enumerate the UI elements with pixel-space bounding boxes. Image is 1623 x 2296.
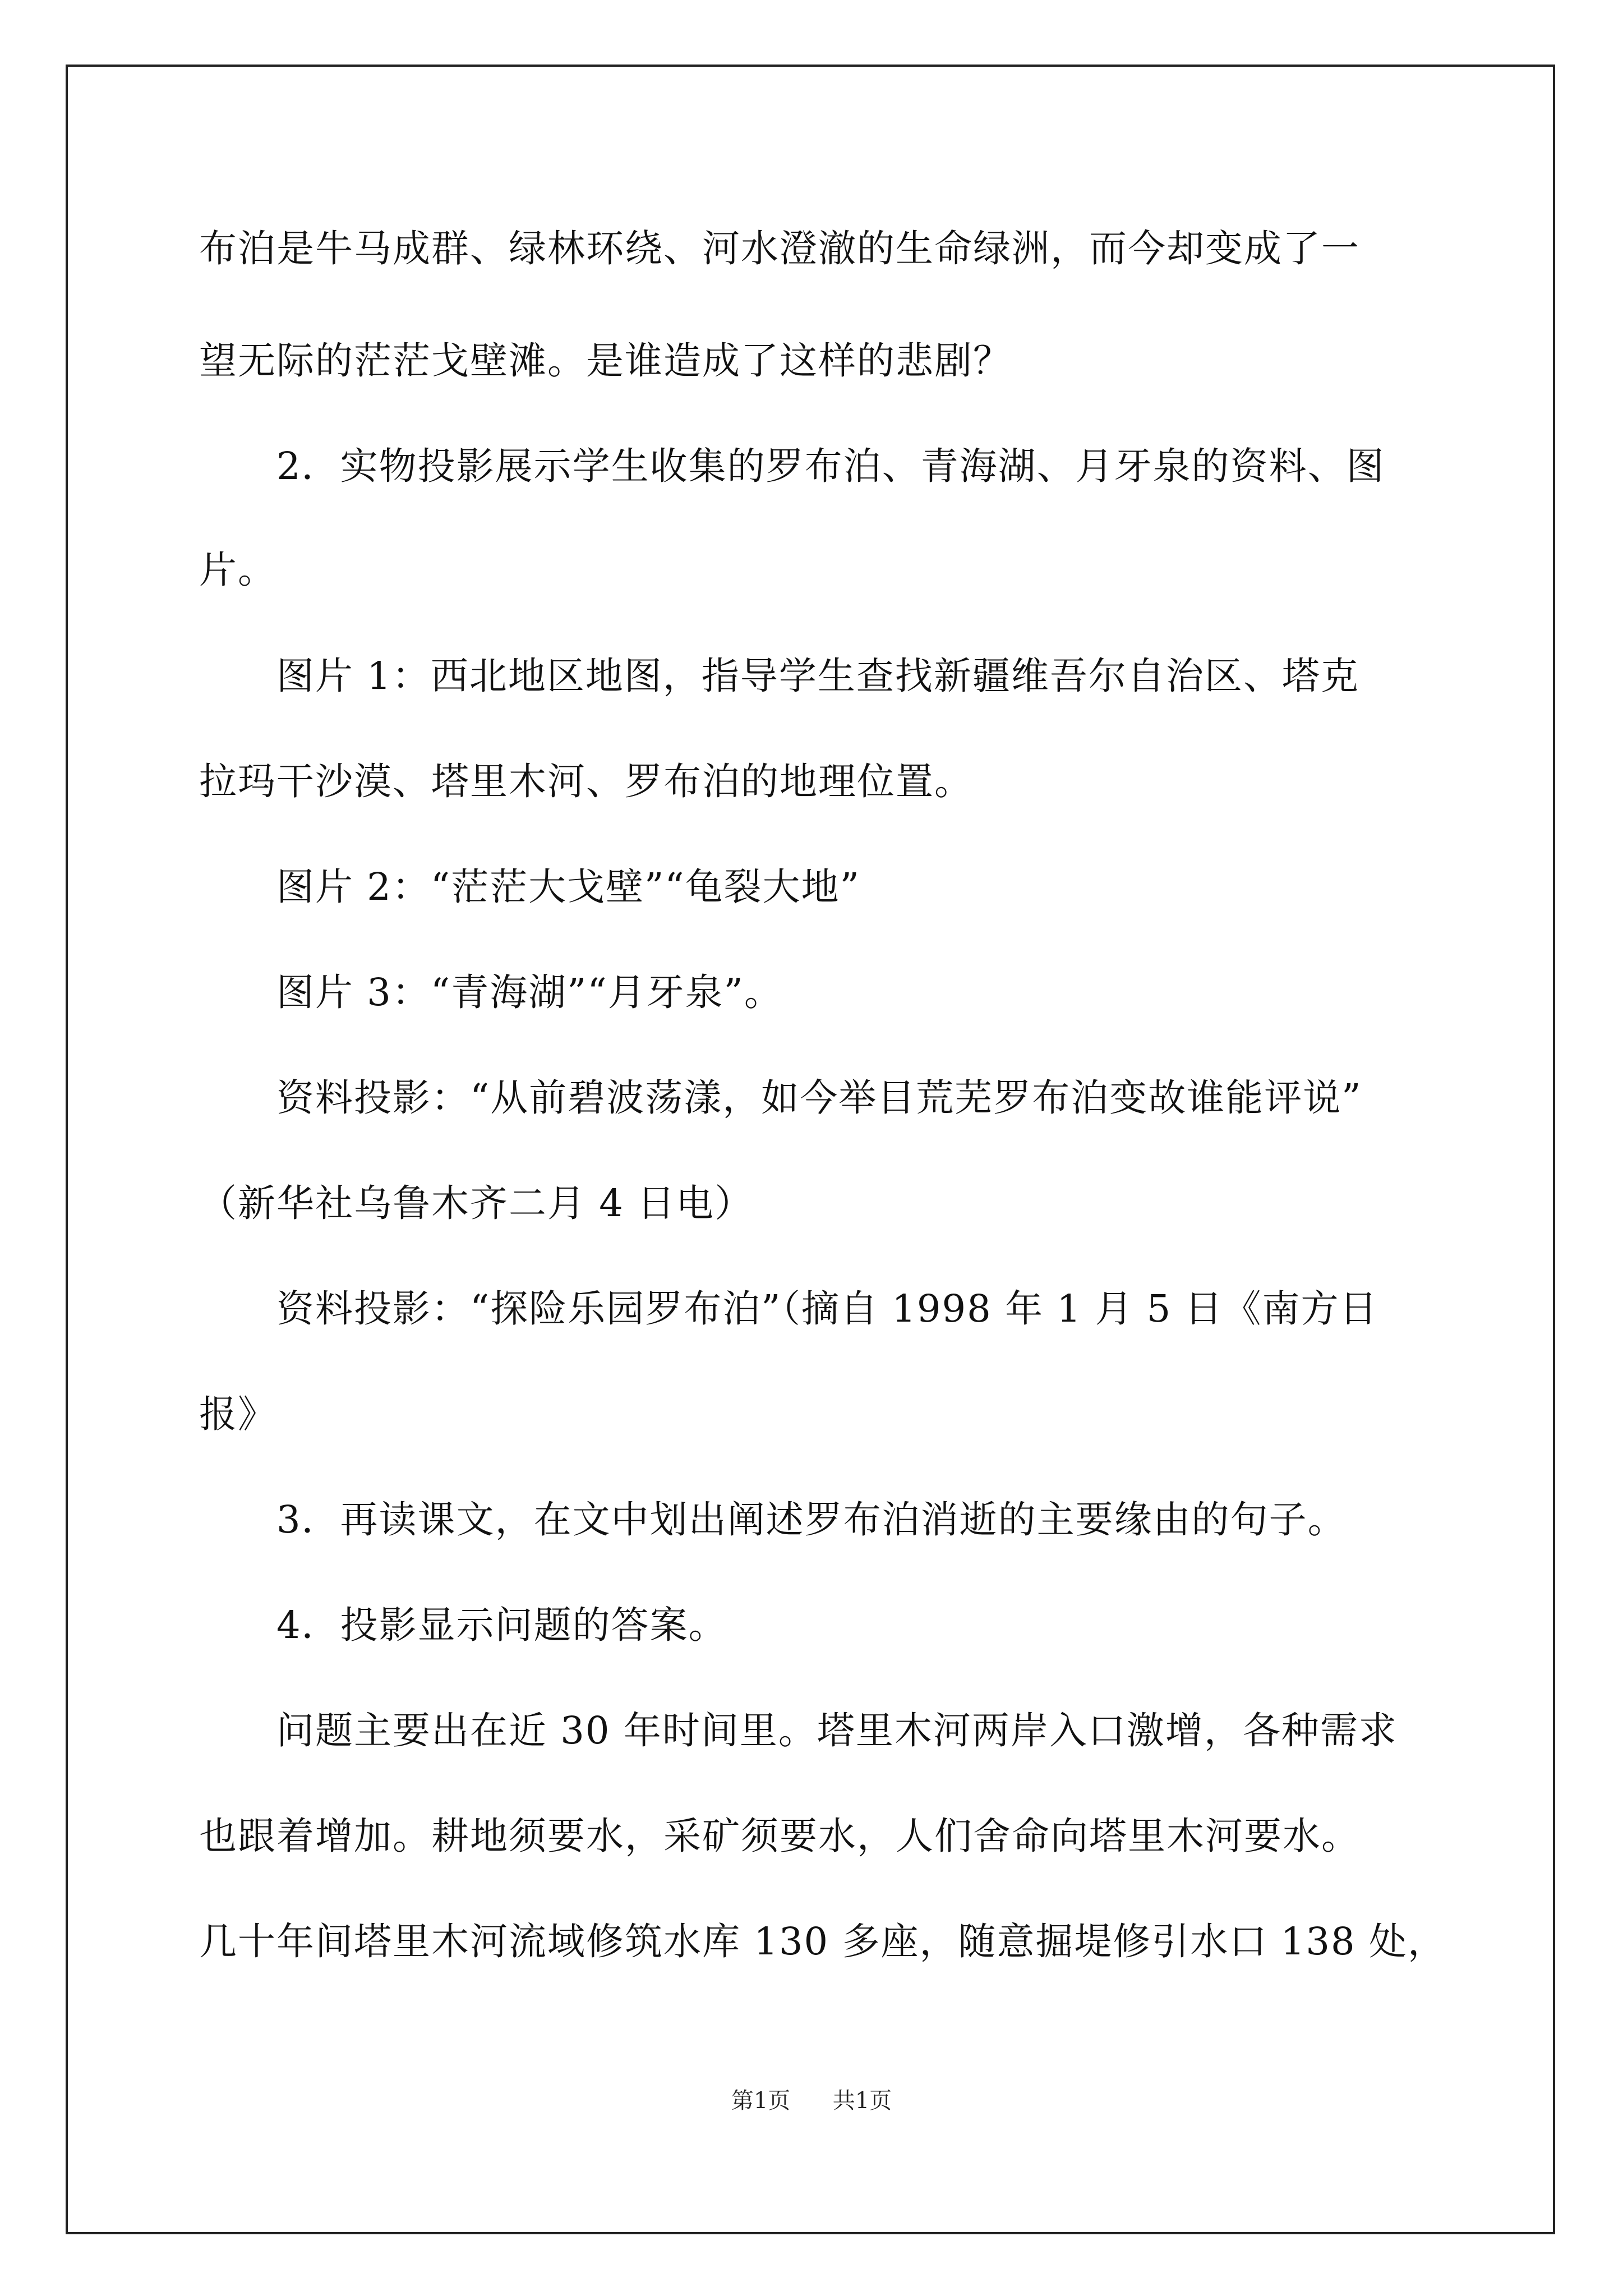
text-line: 图片 3：“青海湖”“月牙泉”。 [199,970,783,1014]
text-line: 片。 [199,548,276,592]
page-footer [0,2087,1623,2115]
text-line: 3．再读课文，在文中划出阐述罗布泊消逝的主要缘由的句子。 [199,1498,1347,1542]
page-number: 第1页 [731,2088,791,2114]
text-line: 资料投影：“探险乐园罗布泊”（摘自 1998 年 1 月 5 日《南方日 [199,1287,1378,1331]
text-line: 2．实物投影展示学生收集的罗布泊、青海湖、月牙泉的资料、图 [199,444,1385,488]
text-line: 报》 [199,1392,276,1436]
text-line: 资料投影：“从前碧波荡漾，如今举目荒芜罗布泊变故谁能评说” [199,1076,1362,1120]
text-line: 布泊是牛马成群、绿林环绕、河水澄澈的生命绿洲，而今却变成了一 [199,227,1360,270]
text-line: （新华社乌鲁木齐二月 4 日电） [199,1181,754,1225]
text-line: 拉玛干沙漠、塔里木河、罗布泊的地理位置。 [199,760,973,803]
text-line: 问题主要出在近 30 年时间里。塔里木河两岸入口激增，各种需求 [199,1709,1398,1752]
page-border [66,65,1555,2234]
text-line: 图片 1：西北地区地图，指导学生查找新疆维吾尔自治区、塔克 [199,654,1359,698]
text-line: 也跟着增加。耕地须要水，采矿须要水，人们舍命向塔里木河要水。 [199,1814,1360,1858]
page-total: 共1页 [832,2088,892,2114]
text-line: 几十年间塔里木河流域修筑水库 130 多座，随意掘堤修引水口 138 处， [199,1920,1446,1963]
text-line: 图片 2：“茫茫大戈壁”“龟裂大地” [199,865,860,909]
text-line: 望无际的茫茫戈壁滩。是谁造成了这样的悲剧？ [199,339,1012,383]
text-line: 4．投影显示问题的答案。 [199,1603,727,1647]
